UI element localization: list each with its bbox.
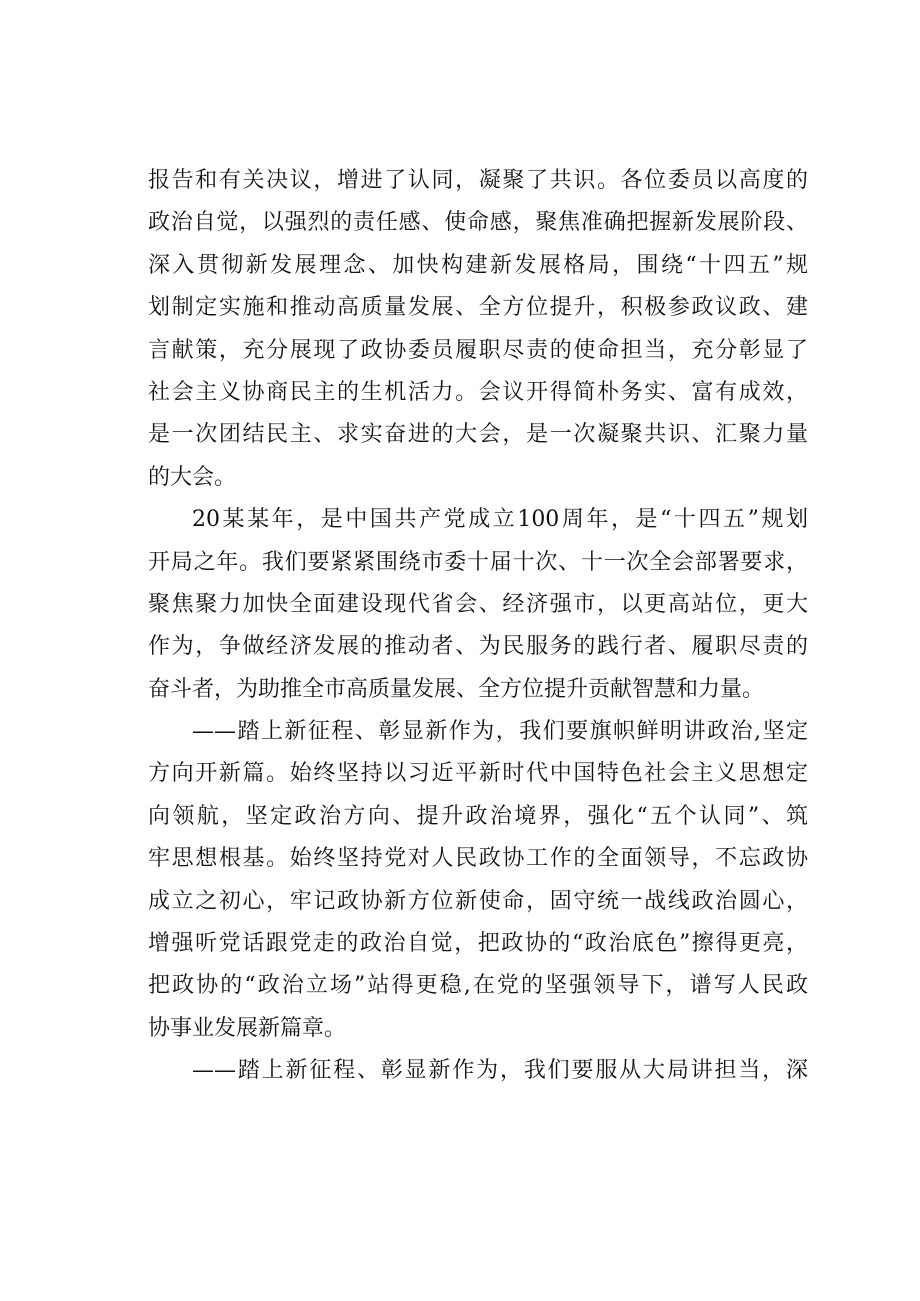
text-line: 开局之年。我们要紧紧围绕市委十届十次、十一次全会部署要求， [148, 549, 808, 575]
paragraph [148, 160, 808, 499]
text-line: 报告和有关决议，增进了认同，凝聚了共识。各位委员以高度的 [148, 168, 808, 193]
text-line: 方向开新篇。始终坚持以习近平新时代中国特色社会主义思想定 [148, 761, 808, 787]
text-line: 协事业发展新篇章。 [148, 1015, 347, 1041]
text-line: 20某某年，是中国共产党成立100周年，是“十四五”规划 [192, 507, 808, 533]
text-line: 划制定实施和推动高质量发展、全方位提升，积极参政议政、建 [148, 295, 808, 321]
text-line: 把政协的“政治立场”站得更稳,在党的坚强领导下，谱写人民政 [148, 973, 808, 999]
paragraph [148, 1050, 808, 1092]
text-line: ——踏上新征程、彰显新作为，我们要服从大局讲担当，深 [192, 1058, 808, 1084]
paragraph [148, 499, 808, 711]
text-line: 言献策，充分展现了政协委员履职尽责的使命担当，充分彰显了 [148, 337, 808, 363]
text-line: 作为，争做经济发展的推动者、为民服务的践行者、履职尽责的 [148, 634, 808, 660]
text-line: 社会主义协商民主的生机活力。会议开得简朴务实、富有成效， [148, 379, 808, 405]
paragraph [148, 711, 808, 1050]
text-line: 聚焦聚力加快全面建设现代省会、经济强市，以更高站位，更大 [148, 591, 808, 617]
text-line: 政治自觉，以强烈的责任感、使命感，聚焦准确把握新发展阶段、 [148, 210, 808, 236]
text-line: 是一次团结民主、求实奋进的大会，是一次凝聚共识、汇聚力量 [148, 422, 808, 448]
text-line: 向领航，坚定政治方向、提升政治境界，强化“五个认同”、筑 [148, 803, 808, 829]
text-line: 深入贯彻新发展理念、加快构建新发展格局，围绕“十四五”规 [148, 252, 808, 278]
text-line: 增强听党话跟党走的政治自觉，把政协的“政治底色”擦得更亮， [148, 931, 808, 957]
text-line: 奋斗者，为助推全市高质量发展、全方位提升贡献智慧和力量。 [148, 676, 765, 702]
text-line: ——踏上新征程、彰显新作为，我们要旗帜鲜明讲政治,坚定 [192, 719, 808, 745]
text-line: 牢思想根基。始终坚持党对人民政协工作的全面领导，不忘政协 [148, 846, 808, 872]
text-line: 的大会。 [148, 464, 237, 490]
document-body [148, 160, 808, 1093]
text-line: 成立之初心，牢记政协新方位新使命，固守统一战线政治圆心， [148, 888, 808, 914]
